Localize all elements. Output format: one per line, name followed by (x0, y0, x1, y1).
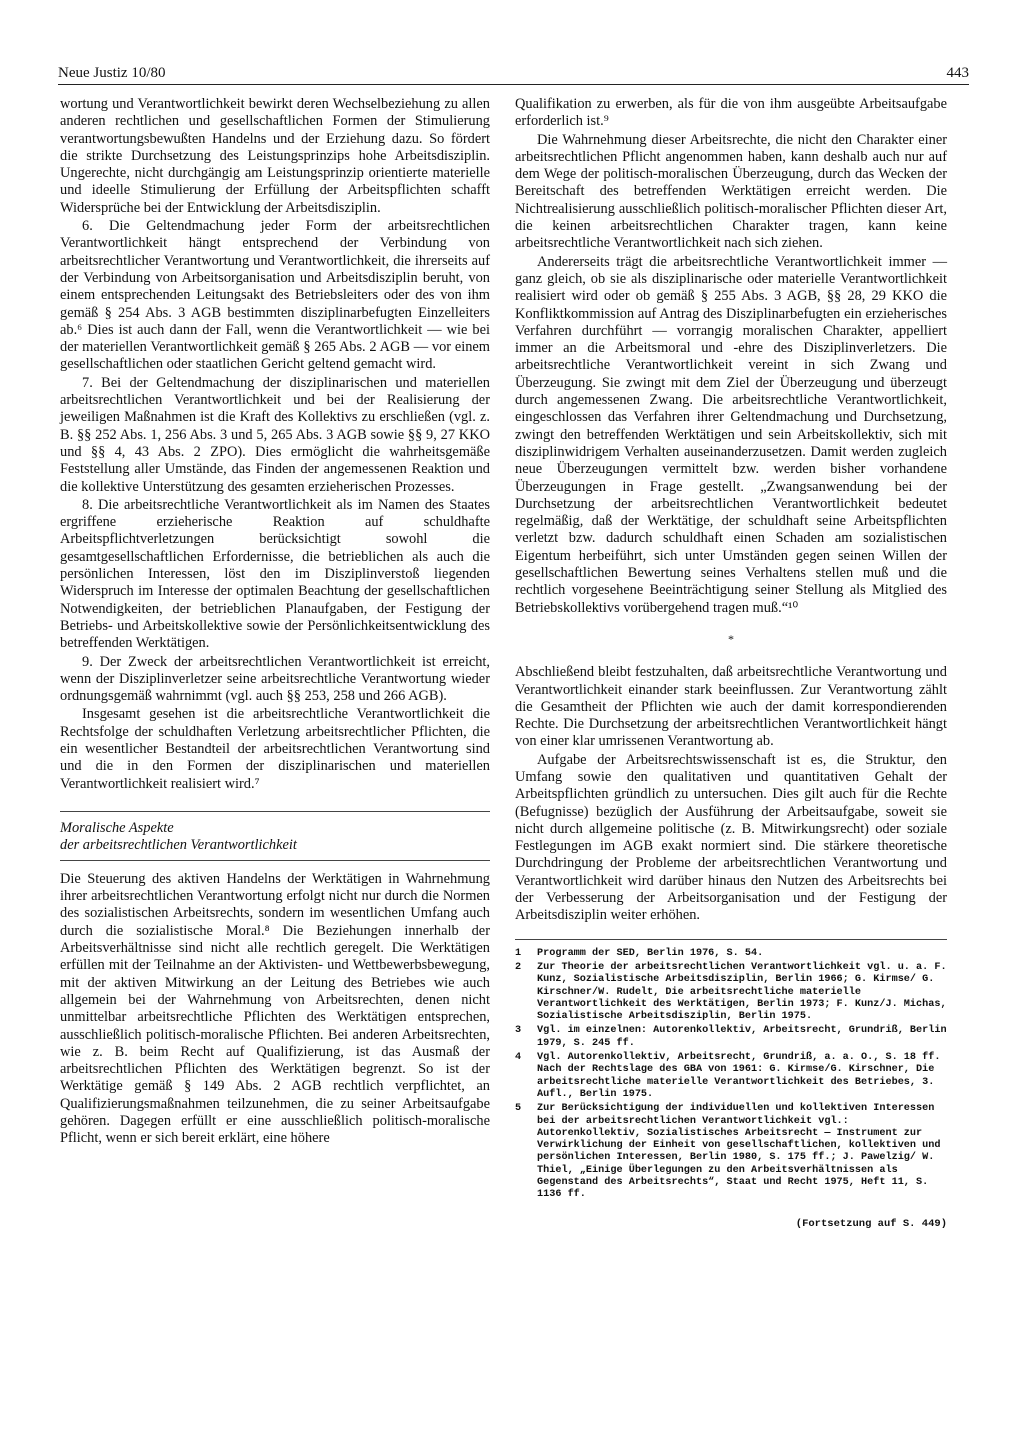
page-number: 443 (946, 65, 969, 81)
footnote-text: Vgl. im einzelnen: Autorenkollektiv, Arbeitsrecht, Grundriß, Berlin 1979, S. 245 ff. (537, 1025, 947, 1049)
paragraph: Aufgabe der Arbeitsrechtswissenschaft ist es, die Struktur, den Umfang sowie den qualitativen und quantitativen Gehalt der Arbeitspflichten gründlich zu untersuchen. Dies gilt auch für die Rechte (Befugnisse) bezüglich der Ausführung der Arbeitsaufgabe, soweit sie nicht durch allgemeine politische (z. B. Mitwirkungsrecht) oder soziale Festlegungen im AGB exakt normiert sind. Die stärkere theoretische Durchdringung der Probleme der arbeitsrechtlichen Verantwortung und Verantwortlichkeit wird darüber hinaus den Nutzen des Arbeitsrechts bei der Verbesserung der Arbeitsorganisation und der Festigung der Arbeitsdisziplin weiter erhöhen. (515, 751, 947, 924)
footnote (515, 1052, 947, 1101)
journal-title: Neue Justiz 10/80 (58, 65, 166, 81)
footnote-text: Programm der SED, Berlin 1976, S. 54. (537, 947, 764, 959)
paragraph: 6. Die Geltendmachung jeder Form der arbeitsrechtlichen Verantwortlichkeit hängt entsprechend der Verbindung von arbeitsrechtlicher Verantwortung und Verantwortlichkeit, die ihrerseits auf der Verbindung von Arbeitsorganisation und Arbeitsdisziplin beruht, von einem entsprechenden Leitungsakt des Betriebsleiters oder des von ihm gemäß § 254 Abs. 3 AGB bestimmten disziplinarbefugten Einzelleiters ab.⁶ Dies ist auch dann der Fall, wenn die Verantwortlichkeit — wie bei der materiellen Verantwortlichkeit gemäß § 265 Abs. 2 AGB — vor einem gesellschaftlichen oder staatlichen Gericht geltend gemacht wird. (60, 218, 490, 373)
footnote-text: Zur Theorie der arbeitsrechtlichen Verantwortlichkeit vgl. u. a. F. Kunz, Sozialistische Arbeitsdisziplin, Berlin 1966; G. Kirmse/ G. Kirschner/W. Rudelt, Die arbeitsrechtliche materielle Verantwortlichkeit des Werktätigen, Berlin 1973; F. Kunz/J. Michas, Sozialistische Arbeitsdisziplin, Berlin 1975. (537, 961, 947, 1023)
paragraph: wortung und Verantwortlichkeit bewirkt deren Wechselbeziehung zu allen anderen rechtlichen und gesellschaftlichen Formen der Stimulierung verantwortungsbewußten Handelns und der Erziehung dazu. So fördert die strikte Durchsetzung des Leistungsprinzips hohe Arbeitsdisziplin. Ungerechte, nicht durchgängig am Leistungsprinzip orientierte materielle und ideelle Stimulierung der Erfüllung der Arbeitspflichten schafft Widersprüche bei der Entwicklung der Arbeitsdisziplin. (60, 96, 490, 216)
running-header (58, 64, 969, 85)
footnote (515, 1103, 947, 1201)
footnote (515, 1025, 947, 1050)
section-separator: * (728, 631, 734, 646)
section-heading-line: Moralische Aspekte (60, 819, 174, 836)
paragraph: 7. Bei der Geltendmachung der disziplinarischen und materiellen arbeitsrechtlichen Verantwortlichkeit und bei der Realisierung der jeweiligen Maßnahmen ist die Kraft des Kollektivs zu erschließen (vgl. z. B. §§ 252 Abs. 1, 256 Abs. 3 und 5, 265 Abs. 3 AGB sowie §§ 9, 27 KKO und §§ 4, 43 Abs. 2 ZPO). Dies ermöglicht die wahrheitsgemäße Feststellung aller Umstände, das Finden der angemessenen Reaktion und die kollektive Unterstützung des gesamten erzieherischen Prozesses. (60, 374, 490, 495)
paragraph: Insgesamt gesehen ist die arbeitsrechtliche Verantwortlichkeit die Rechtsfolge der schuldhaften Verletzung arbeitsrechtlicher Pflichten, die ein wesentlicher Bestandteil der arbeitsrechtlichen Verantwortung sind und die in den Formen der disziplinarischen und materiellen Verantwortlichkeit realisiert wird.⁷ (60, 706, 490, 792)
continuation-note: (Fortsetzung auf S. 449) (795, 1217, 947, 1230)
paragraph: Qualifikation zu erwerben, als für die von ihm ausgeübte Arbeitsaufgabe erforderlich ist.⁹ (515, 96, 947, 130)
footnote-number: 4 (515, 1052, 522, 1064)
footnote-number: 1 (515, 947, 522, 959)
footnote-number: 5 (515, 1103, 522, 1115)
paragraph: Andererseits trägt die arbeitsrechtliche Verantwortlichkeit immer — ganz gleich, ob sie als disziplinarische oder materielle Verantwortlichkeit realisiert wird oder ob gemäß § 255 Abs. 3 AGB, §§ 28, 29 KKO die Konfliktkommission auf Antrag des Disziplinarbefugten ein erzieherisches Verfahren durchführt — vorrangig moralischen Charakter, appelliert immer an die Arbeitsmoral und -ehre des Disziplinverletzers. Die arbeitsrechtliche Verantwortlichkeit vereint in sich Zwang und Überzeugung. Sie zwingt mit dem Ziel der Überzeugung und überzeugt durch angemessenen Zwang. Die arbeitsrechtliche Verantwortlichkeit, eingeschlossen das Verfahren ihrer Geltendmachung und Durchsetzung, zwingt den betreffenden Werktätigen und sein Arbeitskollektiv, sich mit disziplinwidrigem Verhalten auseinanderzusetzen. Damit werden zugleich neue Überzeugungen vermittelt bzw. werden bisher vorhandene Überzeugungen in Frage gestellt. „Zwangsanwendung bei der Durchsetzung der arbeitsrechtlichen Verantwortlichkeit bedeutet regelmäßig, daß der Werktätige, der schuldhaft seine Arbeitspflichten verletzt bzw. dadurch schuldhaft einen Schaden am sozialistischen Eigentum herbeiführt, sich unter Umständen gegen seinen Willen der gesellschaftlichen Bewertung seines Verhaltens stellen muß und die rechtlich vorgesehene Beeinträchtigung seiner Stellung als Mitglied des Betriebskollektivs vorübergehend tragen muß.“¹⁰ (515, 253, 947, 616)
footnotes (515, 939, 947, 1202)
footnote-text: Vgl. Autorenkollektiv, Arbeitsrecht, Grundriß, a. a. O., S. 18 ff. Nach der Rechtslage des GBA von 1961: G. Kirmse/G. Kirschner, Die arbeitsrechtliche materielle Verantwortlichkeit des Betriebes, 3. Aufl., Berlin 1975. (537, 1052, 941, 1100)
footnote (515, 948, 947, 960)
footnote-text: Zur Berücksichtigung der individuellen und kollektiven Interessen bei der arbeitsrechtlichen Verantwortlichkeit vgl.: Autorenkollektiv, Sozialistisches Arbeitsrecht — Instrument zur Verwirklichung der Einheit von gesellschaftlichen, kollektiven und persönlichen Interessen, Berlin 1980, S. 175 ff.; J. Pawelzig/ W. Thiel, „Einige Überlegungen zu den Arbeitsverhältnissen als Gegenstand des Arbeitsrechts“, Staat und Recht 1975, Heft 11, S. 1136 ff. (537, 1103, 941, 1201)
paragraph: Die Wahrnehmung dieser Arbeitsrechte, die nicht den Charakter einer arbeitsrechtlichen Pflicht angenommen haben, kann deshalb auch nur auf dem Wege der politisch-moralischen Überzeugung, durch das Wecken der Bereitschaft des betreffenden Werktätigen erreicht werden. Die Nichtrealisierung ausschließlich politisch-moralischer Pflichten dieser Art, die keinen arbeitsrechtlichen Charakter tragen, kann keine arbeitsrechtliche Verantwortlichkeit nach sich ziehen. (515, 131, 947, 252)
footnote-number: 3 (515, 1025, 522, 1037)
footnote-number: 2 (515, 961, 522, 973)
left-column (60, 96, 490, 1148)
footnote (515, 962, 947, 1023)
paragraph: Die Steuerung des aktiven Handelns der Werktätigen in Wahrnehmung ihrer arbeitsrechtlichen Verantwortung erfolgt nicht nur durch die Normen des sozialistischen Arbeitsrechts, sondern im wesentlichen Umfang auch durch die sozialistische Moral.⁸ Die Beziehungen innerhalb der Arbeitsverhältnisse sind nicht alle rechtlich geregelt. Die Werktätigen erfüllen mit der Teilnahme an der Aktivisten- und Wettbewerbsbewegung, mit der aktiven Mitwirkung an der Leitung des Betriebes wie auch allgemein bei der Wahrnehmung von Arbeitsrechten, denen nicht unmittelbar arbeitsrechtliche Pflichten des Werktätigen entsprechen, ausschließlich politisch-moralische Pflichten. Bei anderen Arbeitsrechten, wie z. B. beim Recht auf Qualifizierung, ist das Ausmaß der arbeitsrechtlichen Pflichten des Werktätigen begrenzt. So ist der Werktätige gemäß § 149 Abs. 2 AGB rechtlich verpflichtet, an Qualifizierungsmaßnahmen teilzunehmen, die zu seiner Arbeitsaufgabe gehören. Dagegen erfüllt er eine ausschließlich politisch-moralische Pflicht, wenn er sich bereit erklärt, eine höhere (60, 870, 490, 1147)
paragraph: Abschließend bleibt festzuhalten, daß arbeitsrechtliche Verantwortung und Verantwortlichkeit einander stark beeinflussen. Zur Verantwortung zählt die Gesamtheit der Pflichten wie auch der damit korrespondierenden Rechte. Die Durchsetzung der arbeitsrechtlichen Verantwortlichkeit hängt von einer klar umrissenen Verantwortung ab. (515, 664, 947, 750)
section-heading-line: der arbeitsrechtlichen Verantwortlichkeit (60, 836, 297, 853)
right-column (515, 96, 947, 1233)
paragraph: 9. Der Zweck der arbeitsrechtlichen Verantwortlichkeit ist erreicht, wenn der Disziplinverletzer seine arbeitsrechtliche Verantwortung wieder ordnungsgemäß wahrnimmt (vgl. auch §§ 253, 258 und 266 AGB). (60, 653, 490, 705)
section-heading (60, 811, 490, 861)
paragraph: 8. Die arbeitsrechtliche Verantwortlichkeit als im Namen des Staates ergriffene erzieherische Reaktion auf schuldhafte Arbeitspflichtverletzungen berücksichtigt sowohl die gesamtgesellschaftlichen Erfordernisse, die betrieblichen als auch die persönlichen Interessen, löst den im Disziplinverstoß liegenden Widerspruch im Interesse der optimalen Beachtung der gesellschaftlichen Notwendigkeiten, der betrieblichen Planaufgaben, der Festigung der Betriebs- und Arbeitskollektive sowie der Persönlichkeitsentwicklung des betreffenden Werktätigen. (60, 496, 490, 652)
